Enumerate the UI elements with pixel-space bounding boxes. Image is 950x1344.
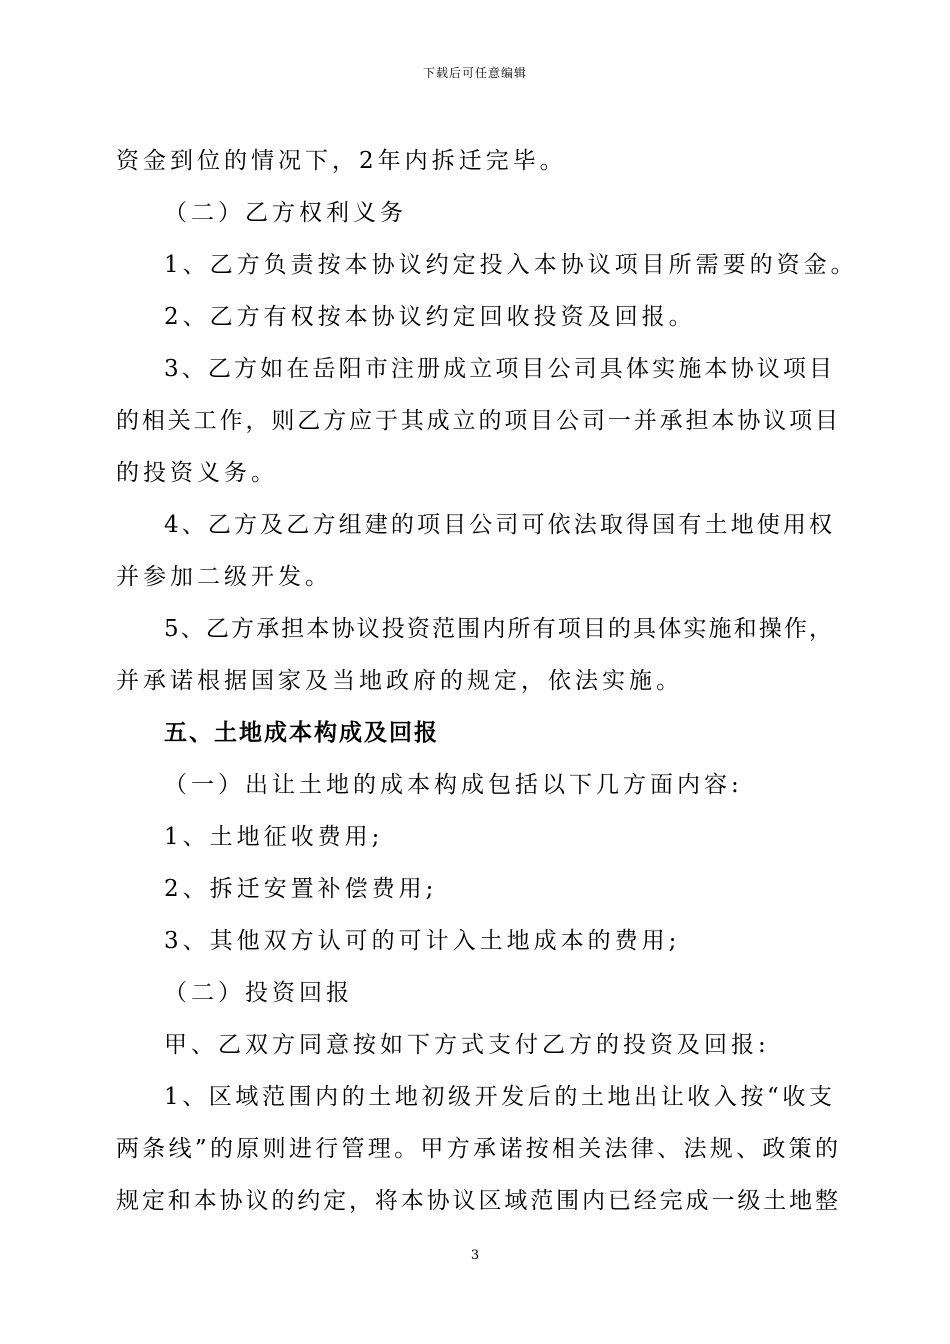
paragraph-line: 1、区域范围内的土地初级开发后的土地出让收入按“收支 bbox=[164, 1084, 832, 1110]
list-item: 1、土地征收费用; bbox=[164, 824, 384, 850]
paragraph-line: 资金到位的情况下，2年内拆迁完毕。 bbox=[116, 148, 567, 174]
paragraph-line: 的相关工作，则乙方应于其成立的项目公司一并承担本协议项目 bbox=[116, 408, 838, 434]
paragraph-line: 的投资义务。 bbox=[116, 460, 278, 486]
paragraph-line: 5、乙方承担本协议投资范围内所有项目的具体实施和操作， bbox=[164, 616, 832, 642]
section-subtitle: （一）出让土地的成本构成包括以下几方面内容: bbox=[164, 772, 743, 798]
paragraph-line: 2、乙方有权按本协议约定回收投资及回报。 bbox=[164, 304, 696, 330]
page-number: 3 bbox=[470, 1248, 480, 1263]
paragraph-line: 两条线”的原则进行管理。甲方承诺按相关法律、法规、政策的 bbox=[116, 1136, 838, 1162]
paragraph-line: 4、乙方及乙方组建的项目公司可依法取得国有土地使用权 bbox=[164, 512, 832, 538]
paragraph-line: 并承诺根据国家及当地政府的规定，依法实施。 bbox=[116, 668, 683, 694]
paragraph-line: 3、乙方如在岳阳市注册成立项目公司具体实施本协议项目 bbox=[164, 356, 832, 382]
section-subtitle: （二）乙方权利义务 bbox=[164, 200, 407, 226]
paragraph-line: 并参加二级开发。 bbox=[116, 564, 332, 590]
list-item: 2、拆迁安置补偿费用; bbox=[164, 876, 438, 902]
page-header: 下载后可任意编辑 bbox=[422, 66, 527, 80]
list-item: 3、其他双方认可的可计入土地成本的费用; bbox=[164, 928, 681, 954]
paragraph-line: 1、乙方负责按本协议约定投入本协议项目所需要的资金。 bbox=[164, 252, 858, 278]
section-heading: 五、土地成本构成及回报 bbox=[164, 720, 439, 746]
paragraph-line: 甲、乙双方同意按如下方式支付乙方的投资及回报: bbox=[164, 1032, 770, 1058]
paragraph-line: 规定和本协议的约定，将本协议区域范围内已经完成一级土地整 bbox=[116, 1188, 838, 1214]
section-subtitle: （二）投资回报 bbox=[164, 980, 353, 1006]
